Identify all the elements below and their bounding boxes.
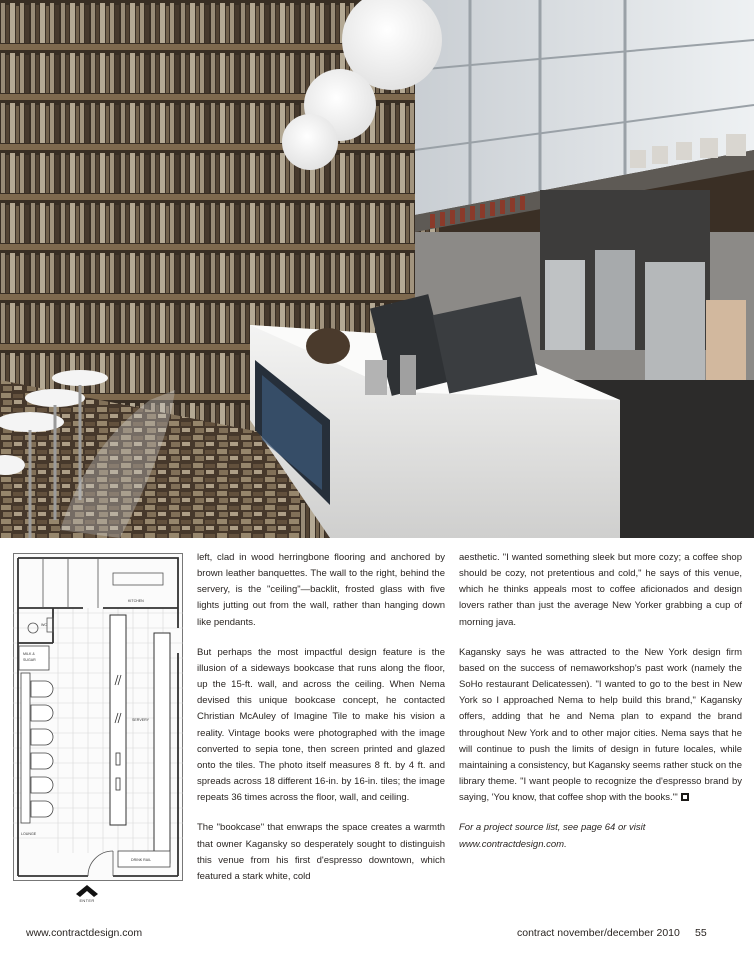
article-paragraph-last <box>459 645 742 807</box>
plan-milk-label: MILK & <box>23 652 35 656</box>
article-paragraph: left, clad in wood herringbone flooring and anchored by brown leather banquettes. The wall to the right, behind the servery, is the "ceiling"—backlit, frosted glass with five lights jutting out from the wall, rather than hanging down like pendants. <box>197 552 445 628</box>
page-number: 55 <box>695 927 707 939</box>
plan-lounge-label: LOUNGE <box>21 832 37 836</box>
article-paragraph: But perhaps the most impactful design feature is the illusion of a sideways bookcase that runs along the floor, up the 15-ft. wall, and across the ceiling. When Nema devised this unique bookcase concept, he contacted Christian McAuley of Imagine Tile to make his vision a reality. Vintage books were photographed with the image converted to sepia tone, then screen printed and glazed onto the tiles. The photo itself measures 8 ft. by 4 ft. and spreads across 18 different 16-in. by 16-in. tiles; the image repeats 36 times across the floor, wall, and ceiling. <box>197 646 445 804</box>
footer-issue: contract november/december 2010 <box>517 927 680 939</box>
project-source-note: For a project source list, see page 64 or visit www.contractdesign.com. <box>459 822 646 850</box>
article-column-right <box>459 550 742 867</box>
article-paragraph-text: Kagansky says he was attracted to the New York design firm based on the success of nemaworkshop's past work (namely the SoHo restaurant Delicatessen). "I wanted to go to the best in New York so I approached Nema to help build this brand," Kagansky offers, adding that he and Nema plan to expand the brand throughout New York and to other major cities. Nema says that he will continue to push the limits of design in future locales, while maintaining a consistency, but Kagansky seems rather stuck on the library theme. "I want people to recognize the d'espresso brand by saying, 'You know, that coffee shop with the books.'" <box>459 646 742 804</box>
enter-arrow-icon <box>76 885 98 899</box>
plan-sugar-label: SUGAR <box>23 658 36 662</box>
floor-plan <box>13 553 183 881</box>
end-mark-icon <box>681 793 689 801</box>
footer-website: www.contractdesign.com <box>26 927 143 939</box>
plan-enter-label: ENTER <box>79 898 95 903</box>
article-paragraph: aesthetic. "I wanted something sleek but more cozy; a coffee shop should be cozy, not pretentious and cold," he says of this venue, which he thinks appeals most to coffee aficionados and design lovers rather than just the average New Yorker grabbing a cup of morning java. <box>459 552 742 628</box>
article-paragraph: The "bookcase" that enwraps the space creates a warmth that owner Kagansky so desperately sought to distinguish this venue from his first d'espresso downtown, which featured a stark white, cold <box>197 822 445 882</box>
plan-drinkrail-label: DRINK RAIL <box>131 858 152 862</box>
plan-wc-label: WC <box>41 623 47 627</box>
article-column-middle <box>197 550 445 899</box>
plan-kitchen-label: KITCHEN <box>128 599 144 603</box>
plan-servery-label: SERVERY <box>132 718 150 722</box>
